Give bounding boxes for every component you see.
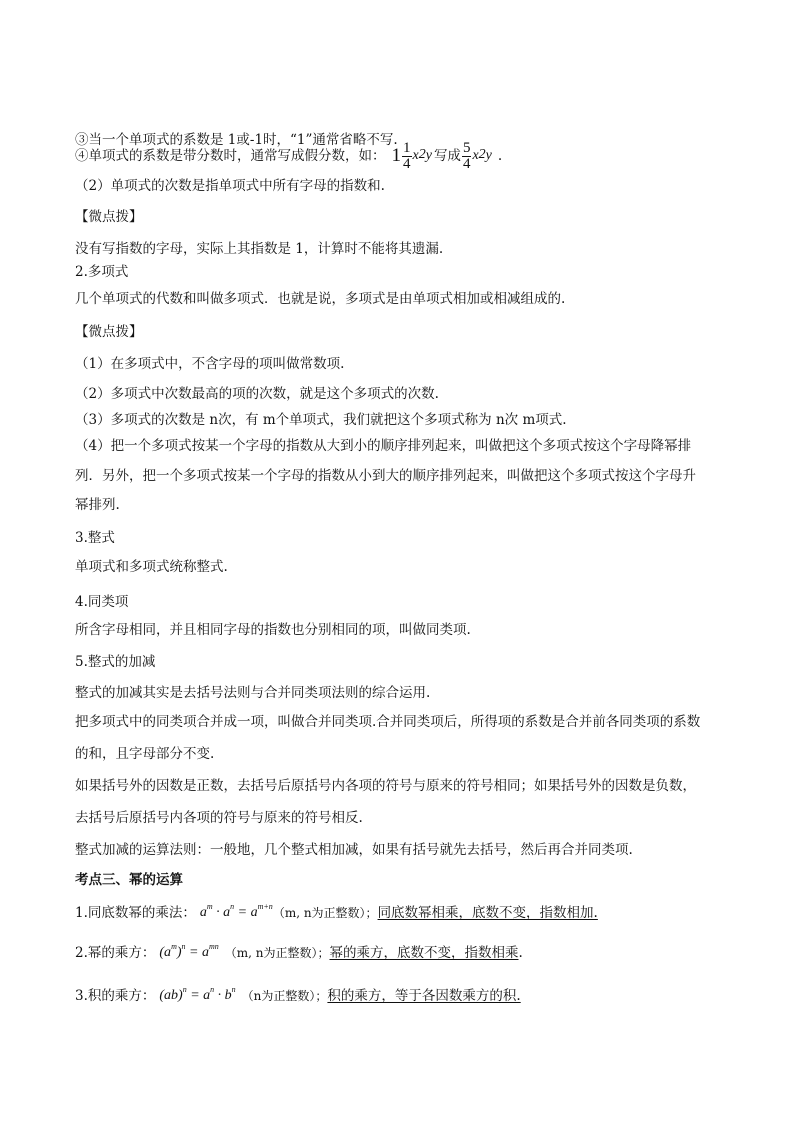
text-segment: 写成 bbox=[433, 148, 461, 164]
text-line: 的和，且字母部分不变. bbox=[75, 746, 215, 762]
formula-variable: x bbox=[412, 148, 419, 163]
text-line: 把多项式中的同类项合并成一项，叫做合并同类项.合并同类项后，所得项的系数是合并前各同类项的系数 bbox=[75, 714, 701, 730]
text-segment: （m, n为正整数）； bbox=[272, 906, 378, 920]
text-line-mixed-fraction bbox=[75, 140, 502, 172]
text-line: 整式的加减其实是去括号法则与合并同类项法则的综合运用. bbox=[75, 685, 431, 701]
formula-fraction bbox=[402, 141, 412, 172]
text-segment: （m, n为正整数）； bbox=[224, 946, 330, 960]
subsection-heading: 2.多项式 bbox=[75, 264, 129, 280]
formula-power-of-product: $(ab)^n = a^n \cdot b^n$ bbox=[159, 985, 236, 1003]
text-line: 幂排列. bbox=[75, 497, 120, 513]
section-heading: 考点三、幂的运算 bbox=[75, 872, 183, 888]
text-line: （4）把一个多项式按某一个字母的指数从大到小的顺序排列起来，叫做把这个多项式按这个字母降幂排 bbox=[75, 438, 692, 454]
formula-variable: y bbox=[485, 148, 492, 163]
power-rule-1 bbox=[75, 900, 598, 926]
text-segment: 3.积的乘方： bbox=[75, 988, 156, 1004]
text-line: 几个单项式的代数和叫做多项式．也就是说，多项式是由单项式相加或相减组成的. bbox=[75, 291, 566, 307]
text-segment: （n为正整数）； bbox=[241, 989, 328, 1003]
text-line: 去括号后原括号内各项的符号与原来的符号相反. bbox=[75, 810, 363, 826]
text-segment: ④单项式的系数是带分数时，通常写成假分数，如： bbox=[75, 148, 386, 164]
formula-variable: y bbox=[425, 148, 432, 163]
section-note-heading: 【微点拨】 bbox=[75, 324, 143, 340]
text-line: 列．另外，把一个多项式按某一个字母的指数从小到大的顺序排列起来，叫做把这个多项式按这个字母升 bbox=[75, 468, 696, 484]
text-line: 没有写指数的字母，实际上其指数是 1，计算时不能将其遗漏. bbox=[75, 241, 444, 257]
text-line: ③当一个单项式的系数是 1或-1时，“1”通常省略不写. bbox=[75, 132, 398, 148]
text-line: （2）多项式中次数最高的项的次数，就是这个多项式的次数. bbox=[75, 386, 439, 402]
fraction-numerator: 1 bbox=[403, 139, 411, 156]
text-line: （2）单项式的次数是指单项式中所有字母的指数和. bbox=[75, 178, 385, 194]
fraction-numerator: 5 bbox=[462, 139, 471, 156]
power-rule-2 bbox=[75, 940, 523, 966]
text-segment: 1.同底数幂的乘法： bbox=[75, 905, 196, 921]
subsection-heading: 4.同类项 bbox=[75, 594, 129, 610]
text-line: 如果括号外的因数是正数，去括号后原括号内各项的符号与原来的符号相同；如果括号外的因数是负数， bbox=[75, 778, 696, 794]
formula-improper-fraction: $\frac{5}{4}$ x $^2$ y bbox=[462, 139, 492, 172]
text-segment: . bbox=[497, 148, 503, 164]
text-segment: . bbox=[518, 945, 523, 961]
power-rule-3 bbox=[75, 983, 521, 1009]
text-line: （3）多项式的次数是 n次，有 m个单项式，我们就把这个多项式称为 n次 m项式. bbox=[75, 412, 567, 428]
text-line: 单项式和多项式统称整式. bbox=[75, 559, 228, 575]
formula-power-of-power: $(a^m)^n = a^{mn}$ bbox=[159, 942, 219, 960]
formula-product-of-powers: $a^m \cdot a^n = a^{m+n}$ bbox=[199, 902, 273, 920]
subsection-heading: 3.整式 bbox=[75, 530, 115, 546]
formula-whole: 1 bbox=[391, 145, 401, 166]
section-note-heading: 【微点拨】 bbox=[75, 209, 143, 225]
formula-mixed-fraction: 1 $\frac{1}{4}$ x $^2$ y bbox=[391, 139, 432, 172]
text-segment: 2.幂的乘方： bbox=[75, 945, 156, 961]
fraction-denominator: 4 bbox=[462, 155, 471, 172]
text-line: 整式加减的运算法则：一般地，几个整式相加减，如果有括号就先去括号，然后再合并同类项. bbox=[75, 842, 633, 858]
rule-text: 同底数幂相乘，底数不变，指数相加. bbox=[377, 905, 598, 921]
fraction-denominator: 4 bbox=[403, 155, 411, 172]
formula-fraction bbox=[462, 141, 472, 172]
rule-text: 幂的乘方，底数不变，指数相乘 bbox=[329, 945, 519, 961]
rule-text: 积的乘方，等于各因数乘方的积. bbox=[327, 988, 521, 1004]
text-line: 所含字母相同，并且相同字母的指数也分别相同的项，叫做同类项. bbox=[75, 622, 471, 638]
text-line: （1）在多项式中，不含字母的项叫做常数项. bbox=[75, 356, 345, 372]
subsection-heading: 5.整式的加减 bbox=[75, 654, 156, 670]
formula-variable: x bbox=[472, 148, 479, 163]
